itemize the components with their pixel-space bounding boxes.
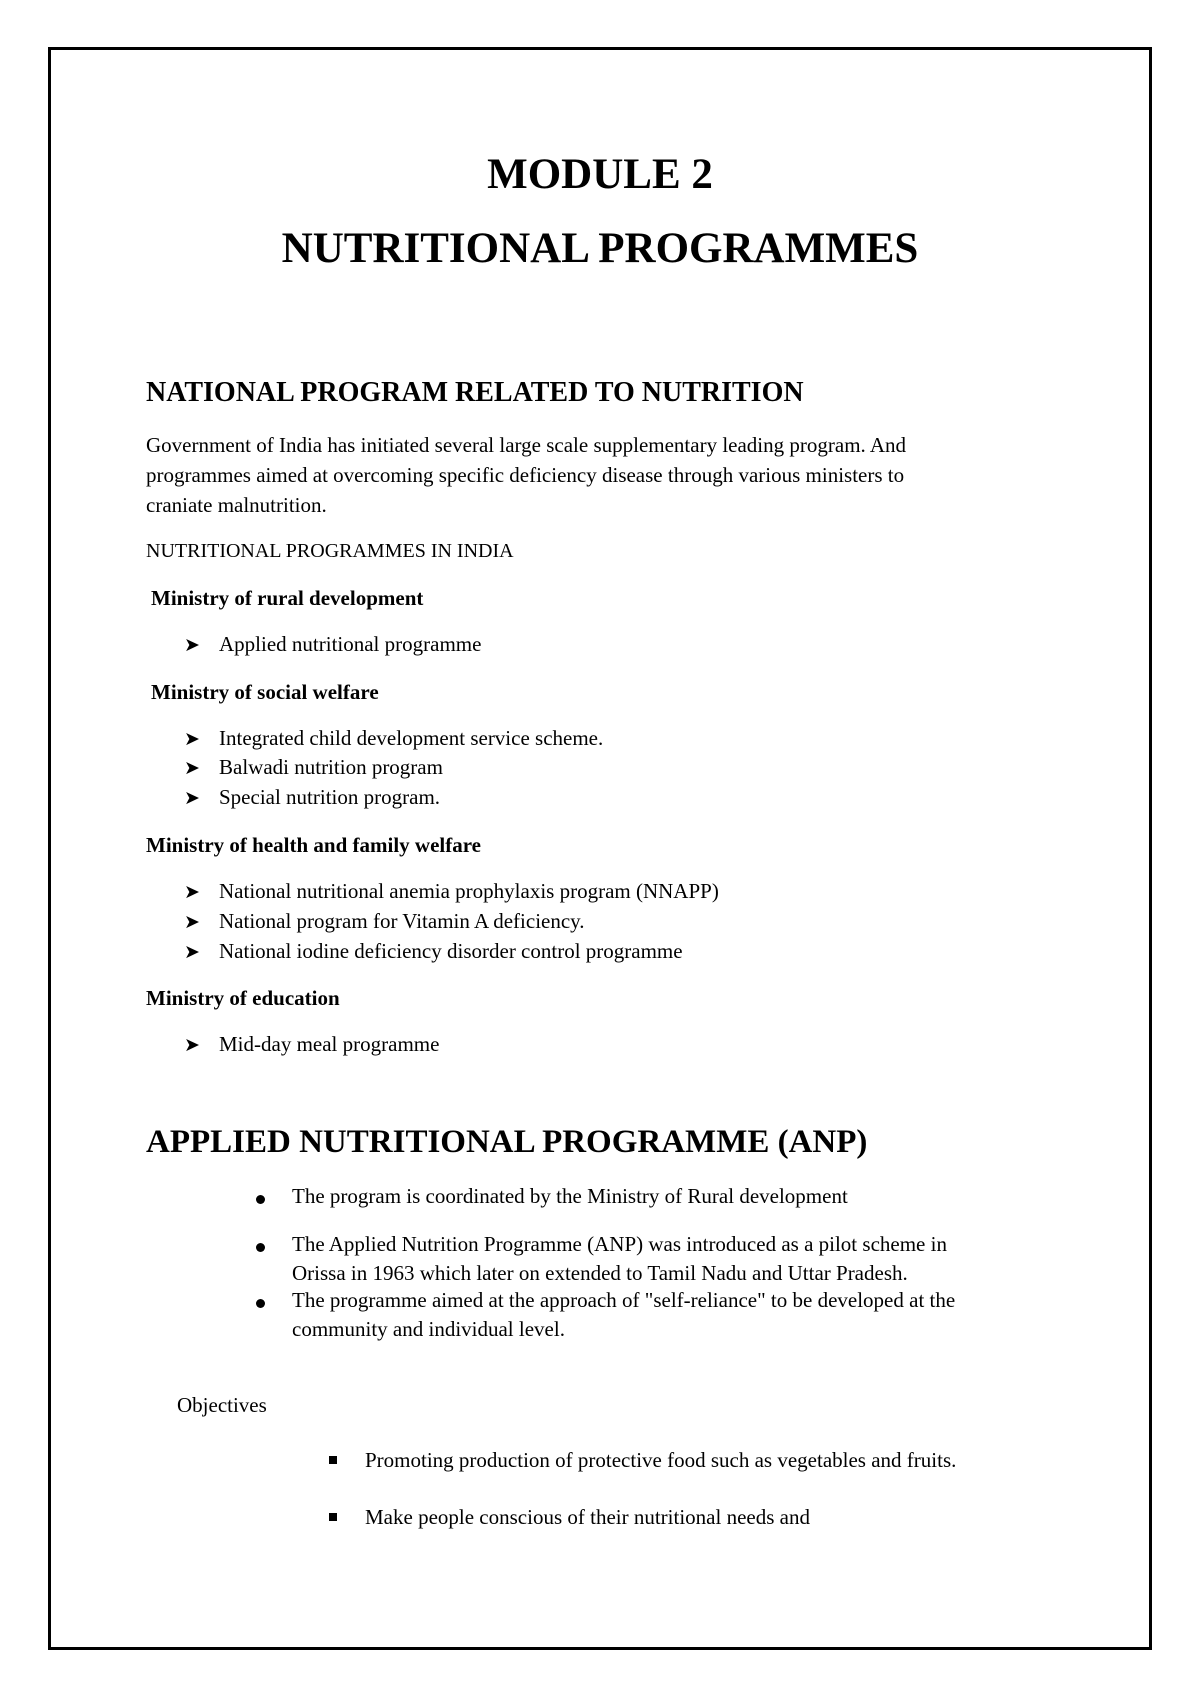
bullet-dot-icon [256,1299,265,1308]
bullet-dot-icon [256,1243,265,1252]
program-item: Special nutrition program. [219,785,441,809]
program-item: Mid-day meal programme [219,1032,440,1056]
ministry-heading: Ministry of health and family welfare [146,833,481,857]
arrow-bullet-icon [184,1034,200,1057]
arrow-bullet-icon [184,634,200,657]
program-item: Integrated child development service scheme. [219,726,604,750]
arrow-bullet-icon [184,911,200,934]
section-heading-national-program: NATIONAL PROGRAM RELATED TO NUTRITION [146,377,804,408]
program-item: National nutritional anemia prophylaxis program (NNAPP) [219,879,719,903]
anp-bullet-line: The Applied Nutrition Programme (ANP) was introduced as a pilot scheme in [292,1232,947,1256]
anp-bullet-line: community and individual level. [292,1317,565,1341]
program-item: Balwadi nutrition program [219,755,443,779]
ministry-heading: Ministry of education [146,986,340,1010]
bullet-dot-icon [256,1195,265,1204]
subheading-programmes-in-india: NUTRITIONAL PROGRAMMES IN INDIA [146,540,514,562]
arrow-bullet-icon [184,787,200,810]
module-title: MODULE 2 [487,151,713,198]
objective-item: Promoting production of protective food such as vegetables and fruits. [365,1448,957,1472]
anp-bullet-line: The program is coordinated by the Ministry of Rural development [292,1184,848,1208]
anp-bullet-line: The programme aimed at the approach of "self-reliance" to be developed at the [292,1288,956,1312]
anp-bullet-line: Orissa in 1963 which later on extended to Tamil Nadu and Uttar Pradesh. [292,1261,908,1285]
square-bullet-icon [329,1456,337,1464]
intro-line: Government of India has initiated several large scale supplementary leading program. And [146,433,907,457]
arrow-bullet-icon [184,728,200,751]
intro-line: craniate malnutrition. [146,493,327,517]
page-title: NUTRITIONAL PROGRAMMES [281,225,919,272]
section-heading-anp: APPLIED NUTRITIONAL PROGRAMME (ANP) [146,1124,868,1160]
objective-item: Make people conscious of their nutritional needs and [365,1505,810,1529]
arrow-bullet-icon [184,757,200,780]
arrow-bullet-icon [184,941,200,964]
program-item: National program for Vitamin A deficiency. [219,909,585,933]
intro-line: programmes aimed at overcoming specific deficiency disease through various ministers to [146,463,905,487]
intro-paragraph [146,430,1066,520]
program-item: National iodine deficiency disorder control programme [219,939,683,963]
ministry-heading: Ministry of rural development [151,586,424,610]
arrow-bullet-icon [184,881,200,904]
objectives-label: Objectives [177,1393,267,1417]
ministry-heading: Ministry of social welfare [151,680,379,704]
program-item: Applied nutritional programme [219,632,482,656]
square-bullet-icon [329,1513,337,1521]
